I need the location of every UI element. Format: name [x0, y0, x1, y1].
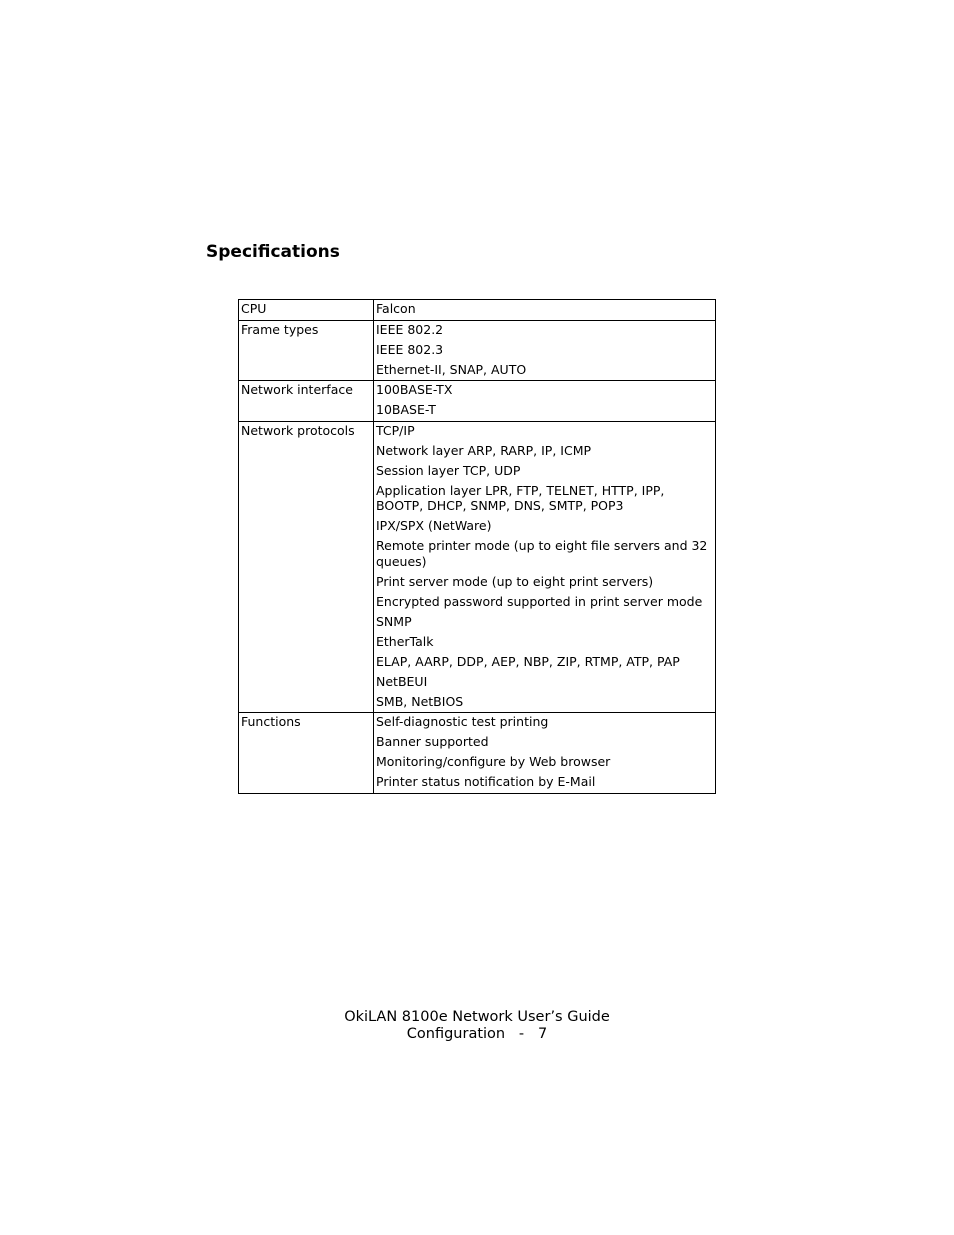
spec-value: Network layer ARP, RARP, IP, ICMP: [376, 442, 592, 458]
spec-value: Remote printer mode (up to eight file servers and 32 queues): [376, 538, 708, 569]
spec-value: EtherTalk: [376, 633, 434, 649]
spec-value: Ethernet-II, SNAP, AUTO: [376, 361, 527, 377]
spec-value: IEEE 802.3: [376, 341, 444, 357]
spec-value: IPX/SPX (NetWare): [376, 518, 492, 533]
footer-page-number: Configuration - 7: [406, 1026, 548, 1042]
row-label: Functions: [239, 713, 374, 794]
table-row: [239, 421, 716, 713]
spec-value: Print server mode (up to eight print servers): [376, 573, 654, 589]
footer-guide-title: OkiLAN 8100e Network User’s Guide: [344, 1009, 610, 1025]
row-values: [374, 320, 716, 381]
row-label: Network protocols: [239, 421, 374, 713]
row-values: [374, 300, 716, 321]
spec-value: SMB, NetBIOS: [376, 693, 464, 709]
spec-value: Application layer LPR, FTP, TELNET, HTTP, IPP, BOOTP, DHCP, SNMP, DNS, SMTP, POP3: [376, 482, 665, 513]
row-label: CPU: [239, 300, 374, 321]
table-row: [239, 713, 716, 794]
page-title: Specifications: [206, 242, 340, 262]
spec-value: Monitoring/configure by Web browser: [376, 754, 611, 769]
spec-value: 100BASE-TX: [376, 382, 453, 397]
row-values: [374, 713, 716, 794]
spec-value: Printer status notification by E-Mail: [376, 774, 596, 789]
spec-value: Session layer TCP, UDP: [376, 462, 521, 478]
spec-value: 10BASE-T: [376, 402, 436, 417]
spec-value: IEEE 802.2: [376, 321, 444, 337]
specifications-table: [238, 299, 716, 794]
row-label: Frame types: [239, 320, 374, 381]
row-values: [374, 381, 716, 422]
table-row: [239, 381, 716, 422]
table-row: [239, 320, 716, 381]
page-footer: [0, 1009, 954, 1043]
spec-value: Falcon: [376, 301, 416, 316]
row-values: [374, 421, 716, 713]
table-row: [239, 300, 716, 321]
spec-value: TCP/IP: [376, 422, 415, 438]
spec-value: Banner supported: [376, 734, 489, 749]
spec-value: Self-diagnostic test printing: [376, 714, 549, 729]
spec-value: Encrypted password supported in print server mode: [376, 593, 703, 609]
spec-value: NetBEUI: [376, 673, 428, 689]
spec-value: SNMP: [376, 613, 412, 629]
spec-value: ELAP, AARP, DDP, AEP, NBP, ZIP, RTMP, ATP, PAP: [376, 653, 680, 669]
row-label: Network interface: [239, 381, 374, 422]
